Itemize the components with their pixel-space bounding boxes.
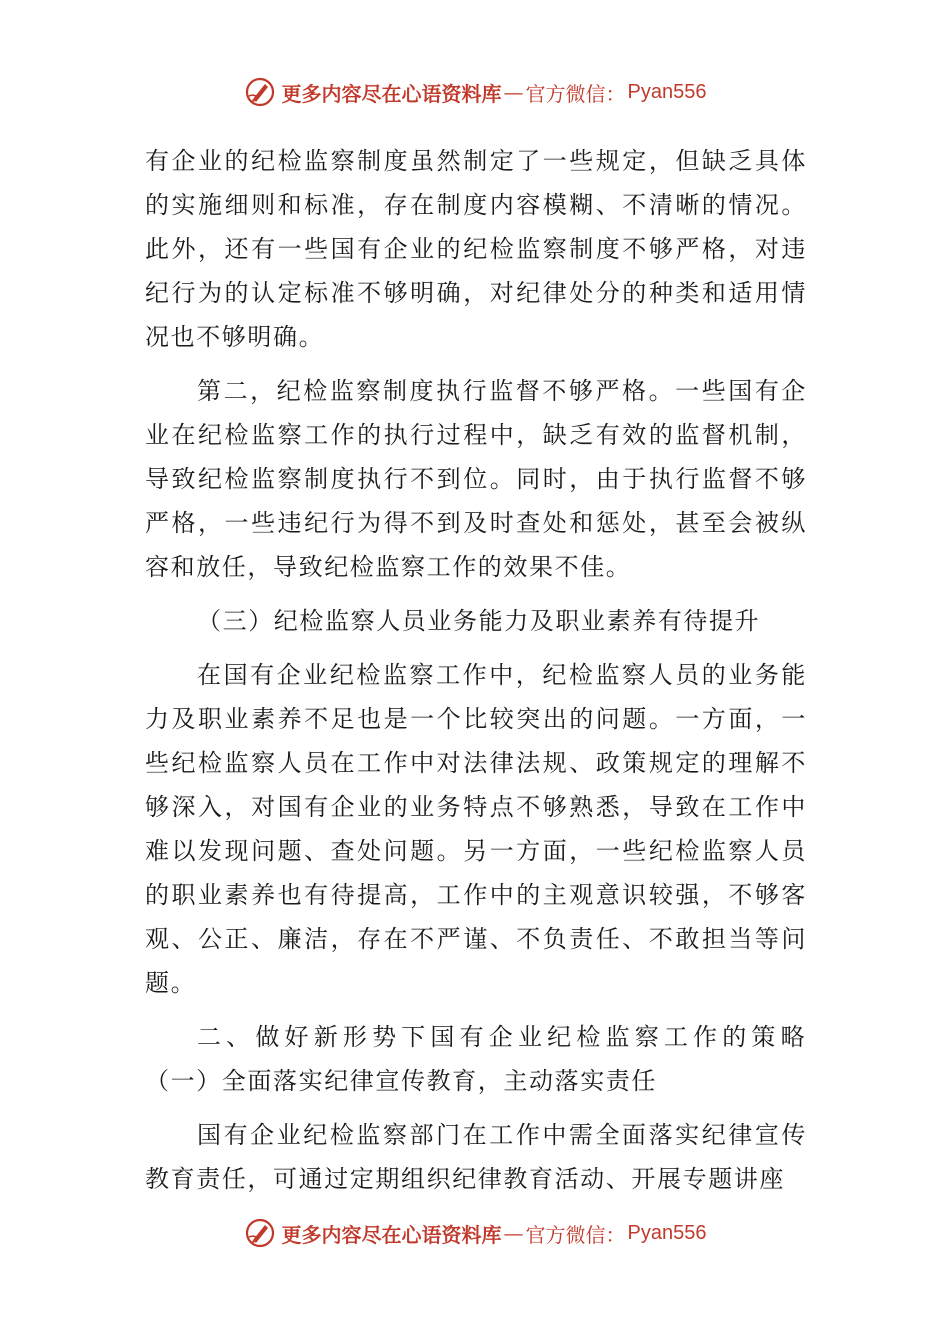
- watermark-main-text: 更多内容尽在心语资料库: [281, 1222, 502, 1247]
- chapter-heading-2: 二、做好新形势下国有企业纪检监察工作的策略: [197, 1023, 807, 1051]
- watermark-wechat-id: Pyan556: [627, 80, 707, 103]
- watermark-official-label: 官方微信：: [525, 1222, 626, 1247]
- watermark-separator: —: [503, 80, 524, 104]
- watermark-official-label: 官方微信：: [525, 81, 626, 106]
- paragraph-4: 国有企业纪检监察部门在工作中需全面落实纪律宣传教育责任，可通过定期组织纪律教育活动、开展专题讲座: [145, 1121, 807, 1193]
- pen-logo-icon: [244, 1217, 276, 1249]
- paragraph-3: 在国有企业纪检监察工作中，纪检监察人员的业务能力及职业素养不足也是一个比较突出的问题。一方面，一些纪检监察人员在工作中对法律法规、政策规定的理解不够深入，对国有企业的业务特点不够熟悉，导致在工作中难以发现问题、查处问题。另一方面，一些纪检监察人员的职业素养也有待提高，工作中的主观意识较强，不够客观、公正、廉洁，存在不严谨、不负责任、不敢担当等问题。: [145, 661, 807, 997]
- watermark-wechat-id: Pyan556: [627, 1221, 707, 1244]
- watermark-main-text: 更多内容尽在心语资料库: [281, 81, 502, 106]
- watermark-separator: —: [503, 1221, 524, 1245]
- watermark-header: [0, 72, 950, 112]
- paragraph-1: 有企业的纪检监察制度虽然制定了一些规定，但缺乏具体的实施细则和标准，存在制度内容模糊、不清晰的情况。此外，还有一些国有企业的纪检监察制度不够严格，对违纪行为的认定标准不够明确，对纪律处分的种类和适用情况也不够明确。: [145, 147, 807, 351]
- pen-logo-icon: [244, 76, 276, 108]
- section-heading-3: （三）纪检监察人员业务能力及职业素养有待提升: [197, 607, 761, 635]
- paragraph-2: 第二，纪检监察制度执行监督不够严格。一些国有企业在纪检监察工作的执行过程中，缺乏有效的监督机制，导致纪检监察制度执行不到位。同时，由于执行监督不够严格，一些违纪行为得不到及时查处和惩处，甚至会被纵容和放任，导致纪检监察工作的效果不佳。: [145, 377, 807, 581]
- section-heading-1: （一）全面落实纪律宣传教育，主动落实责任: [145, 1067, 657, 1095]
- watermark-footer: [0, 1213, 950, 1253]
- document-body: [145, 139, 807, 1201]
